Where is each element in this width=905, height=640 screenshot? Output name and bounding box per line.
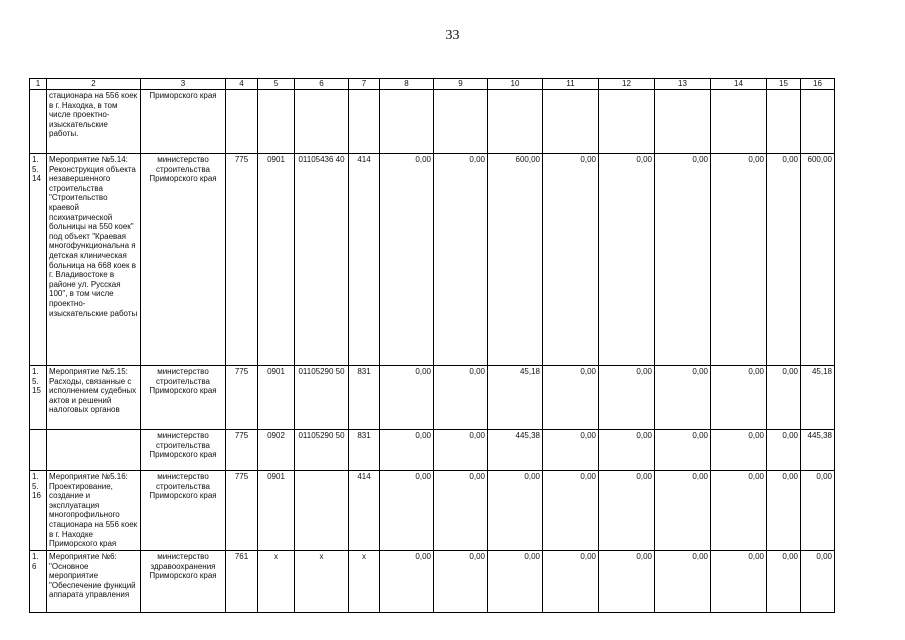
- header-row: [30, 79, 835, 90]
- header-cell: 11: [543, 79, 599, 90]
- header-cell: 4: [226, 79, 258, 90]
- amount-cell: 0,00: [767, 366, 801, 430]
- amount-cell: 0,00: [543, 551, 599, 613]
- expense-type-cell: 831: [349, 430, 380, 471]
- amount-cell: [380, 90, 434, 154]
- amount-cell: 0,00: [599, 154, 655, 366]
- table-row: [30, 90, 835, 154]
- ministry-code-cell: 775: [226, 154, 258, 366]
- ministry-code-cell: [226, 90, 258, 154]
- page-number: 33: [445, 28, 460, 43]
- event-name-cell: [47, 430, 141, 471]
- section-code-cell: 0901: [258, 154, 295, 366]
- header-cell: 7: [349, 79, 380, 90]
- row-number-cell: 1. 6: [30, 551, 47, 613]
- table-row: [30, 471, 835, 551]
- row-number-cell: [30, 90, 47, 154]
- amount-cell: 600,00: [488, 154, 543, 366]
- header-cell: 15: [767, 79, 801, 90]
- amount-cell: 0,00: [543, 154, 599, 366]
- amount-cell: 600,00: [801, 154, 835, 366]
- section-code-cell: 0901: [258, 366, 295, 430]
- amount-cell: 0,00: [711, 471, 767, 551]
- amount-cell: 0,00: [488, 551, 543, 613]
- amount-cell: 0,00: [434, 430, 488, 471]
- target-article-cell: 01105436 40: [295, 154, 349, 366]
- section-code-cell: 0902: [258, 430, 295, 471]
- executor-cell: министерство строительства Приморского края: [141, 471, 226, 551]
- event-name-cell: Мероприятие №6: "Основное мероприятие "Обеспечение функций аппарата управления: [47, 551, 141, 613]
- executor-cell: Приморского края: [141, 90, 226, 154]
- table-row: [30, 366, 835, 430]
- amount-cell: 45,18: [801, 366, 835, 430]
- table-row: [30, 551, 835, 613]
- amount-cell: [801, 90, 835, 154]
- section-code-cell: 0901: [258, 471, 295, 551]
- amount-cell: 0,00: [380, 366, 434, 430]
- amount-cell: 0,00: [434, 471, 488, 551]
- amount-cell: 0,00: [434, 551, 488, 613]
- amount-cell: 0,00: [767, 430, 801, 471]
- ministry-code-cell: 775: [226, 471, 258, 551]
- header-cell: 9: [434, 79, 488, 90]
- ministry-code-cell: 761: [226, 551, 258, 613]
- amount-cell: [434, 90, 488, 154]
- event-name-cell: Мероприятие №5.16: Проектирование, создание и эксплуатация многопрофильного стационара на 556 коек в г. Находке Приморского края: [47, 471, 141, 551]
- target-article-cell: 01105290 50: [295, 366, 349, 430]
- amount-cell: 0,00: [599, 366, 655, 430]
- amount-cell: 0,00: [380, 154, 434, 366]
- event-name-cell: стационара на 556 коек в г. Находка, в том числе проектно-изыскательские работы.: [47, 90, 141, 154]
- amount-cell: 0,00: [655, 471, 711, 551]
- amount-cell: 0,00: [599, 551, 655, 613]
- amount-cell: 0,00: [767, 551, 801, 613]
- expense-type-cell: 831: [349, 366, 380, 430]
- expense-type-cell: 414: [349, 471, 380, 551]
- amount-cell: 0,00: [711, 154, 767, 366]
- executor-cell: министерство здравоохранения Приморского края: [141, 551, 226, 613]
- amount-cell: 0,00: [599, 430, 655, 471]
- amount-cell: [711, 90, 767, 154]
- amount-cell: 0,00: [380, 551, 434, 613]
- amount-cell: 0,00: [801, 471, 835, 551]
- amount-cell: 0,00: [434, 366, 488, 430]
- budget-table: [29, 78, 835, 613]
- amount-cell: 445,38: [801, 430, 835, 471]
- amount-cell: 45,18: [488, 366, 543, 430]
- expense-type-cell: x: [349, 551, 380, 613]
- ministry-code-cell: 775: [226, 430, 258, 471]
- row-number-cell: 1. 5. 15: [30, 366, 47, 430]
- section-code-cell: [258, 90, 295, 154]
- amount-cell: 0,00: [655, 430, 711, 471]
- header-cell: 13: [655, 79, 711, 90]
- amount-cell: 0,00: [711, 551, 767, 613]
- amount-cell: 0,00: [767, 154, 801, 366]
- header-cell: 6: [295, 79, 349, 90]
- amount-cell: 445,38: [488, 430, 543, 471]
- amount-cell: [488, 90, 543, 154]
- header-cell: 14: [711, 79, 767, 90]
- header-cell: 12: [599, 79, 655, 90]
- target-article-cell: 01105290 50: [295, 430, 349, 471]
- event-name-cell: Мероприятие №5.14: Реконструкция объекта незавершенного строительства "Строительство краевой психиатрической больницы на 550 коек" под объект "Краевая многофункциональна я детская клиническая больница на 668 коек в г. Владивостоке в районе ул. Русская 100", в том числе проектно-изыскательские работы: [47, 154, 141, 366]
- amount-cell: 0,00: [380, 430, 434, 471]
- amount-cell: 0,00: [543, 471, 599, 551]
- amount-cell: 0,00: [655, 366, 711, 430]
- amount-cell: [599, 90, 655, 154]
- header-cell: 1: [30, 79, 47, 90]
- section-code-cell: x: [258, 551, 295, 613]
- amount-cell: 0,00: [711, 366, 767, 430]
- row-number-cell: [30, 430, 47, 471]
- amount-cell: [767, 90, 801, 154]
- expense-type-cell: 414: [349, 154, 380, 366]
- table-row: [30, 154, 835, 366]
- amount-cell: 0,00: [380, 471, 434, 551]
- table-row: [30, 430, 835, 471]
- amount-cell: 0,00: [488, 471, 543, 551]
- header-cell: 10: [488, 79, 543, 90]
- executor-cell: министерство строительства Приморского края: [141, 366, 226, 430]
- target-article-cell: [295, 471, 349, 551]
- header-cell: 8: [380, 79, 434, 90]
- amount-cell: 0,00: [599, 471, 655, 551]
- amount-cell: 0,00: [434, 154, 488, 366]
- amount-cell: 0,00: [767, 471, 801, 551]
- executor-cell: министерство строительства Приморского края: [141, 154, 226, 366]
- header-cell: 3: [141, 79, 226, 90]
- expense-type-cell: [349, 90, 380, 154]
- target-article-cell: x: [295, 551, 349, 613]
- header-cell: 5: [258, 79, 295, 90]
- event-name-cell: Мероприятие №5.15: Расходы, связанные с исполнением судебных актов и решений налоговых органов: [47, 366, 141, 430]
- row-number-cell: 1. 5. 14: [30, 154, 47, 366]
- executor-cell: министерство строительства Приморского края: [141, 430, 226, 471]
- header-cell: 2: [47, 79, 141, 90]
- amount-cell: 0,00: [655, 551, 711, 613]
- ministry-code-cell: 775: [226, 366, 258, 430]
- header-cell: 16: [801, 79, 835, 90]
- amount-cell: [543, 90, 599, 154]
- amount-cell: 0,00: [801, 551, 835, 613]
- amount-cell: 0,00: [711, 430, 767, 471]
- amount-cell: 0,00: [543, 430, 599, 471]
- target-article-cell: [295, 90, 349, 154]
- amount-cell: 0,00: [543, 366, 599, 430]
- amount-cell: [655, 90, 711, 154]
- row-number-cell: 1. 5. 16: [30, 471, 47, 551]
- amount-cell: 0,00: [655, 154, 711, 366]
